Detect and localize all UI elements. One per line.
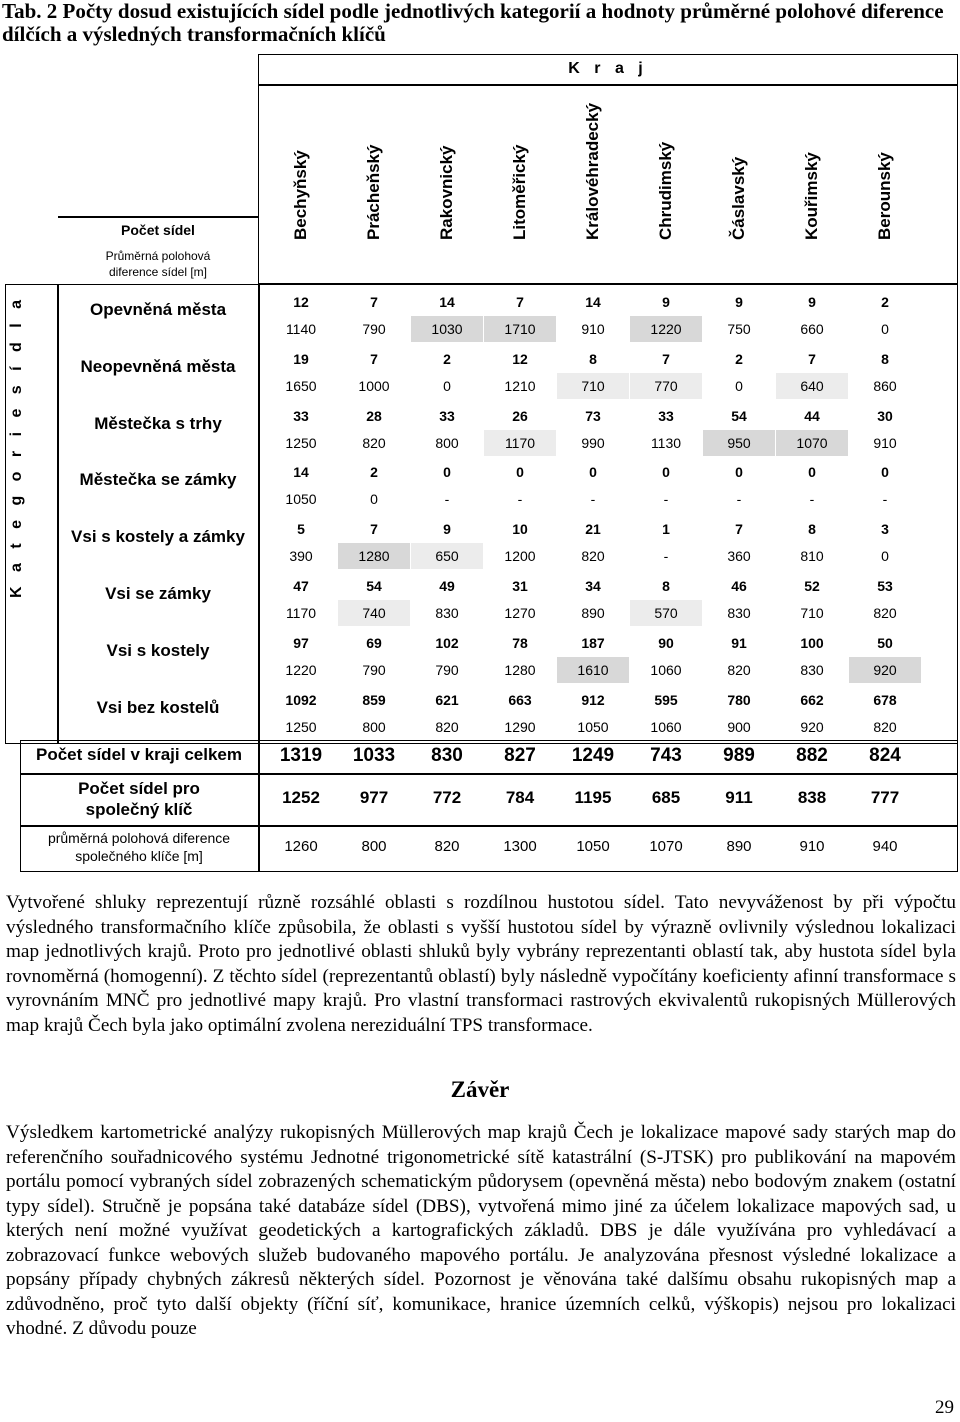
column-header: Chrudimský: [656, 141, 675, 240]
key-count-cell: 838: [797, 788, 827, 807]
diff-cell: 570: [630, 600, 702, 626]
diff-cell: -: [590, 491, 596, 508]
diff-cell: 790: [362, 321, 386, 337]
diff-cell: -: [663, 491, 669, 508]
diff-cell: 1050: [285, 491, 317, 508]
count-cell: 26: [512, 407, 528, 424]
count-cell: 1092: [285, 691, 317, 708]
diff-cell: 1250: [285, 718, 317, 735]
count-cell: 30: [877, 407, 893, 424]
count-cell: 0: [662, 464, 670, 481]
count-cell: 7: [370, 294, 378, 310]
key-diff-cell: 1050: [576, 838, 610, 855]
category-label: Vsi se zámky: [105, 584, 211, 603]
diff-cell: -: [663, 548, 669, 565]
diff-cell: 800: [362, 718, 386, 735]
diff-cell: 1280: [504, 661, 536, 678]
count-cell: 49: [439, 578, 455, 594]
diff-cell: 1270: [504, 605, 536, 621]
key-diff-cell: 800: [361, 838, 387, 855]
diff-cell: 890: [581, 605, 605, 621]
total-cell: 743: [650, 745, 682, 766]
kategorie-label: K a t e g o r i e s í d l a: [8, 294, 25, 598]
key-diff-cell: 1300: [503, 838, 537, 855]
diff-cell: 710: [557, 373, 629, 399]
table-caption: Tab. 2 Počty dosud existujících sídel podle jednotlivých kategorií a hodnoty průměrné polohové diference dílčích a výsledných transformačních klíčů: [2, 0, 944, 46]
count-cell: 5: [297, 521, 305, 538]
count-cell: 2: [735, 350, 743, 367]
count-cell: 91: [731, 634, 747, 651]
count-cell: 2: [881, 294, 889, 310]
key-count-cell: 784: [505, 788, 535, 807]
count-cell: 912: [581, 691, 605, 708]
total-cell: 989: [723, 745, 755, 766]
key-count-cell: 685: [651, 788, 681, 807]
diff-cell: 830: [435, 605, 459, 621]
count-cell: 50: [877, 634, 893, 651]
count-cell: 14: [293, 464, 309, 481]
diff-cell: 1200: [504, 548, 536, 565]
diff-cell: 1050: [577, 718, 609, 735]
count-cell: 2: [370, 464, 378, 481]
key-count-cell: 1252: [282, 788, 320, 807]
category-label: Městečka se zámky: [79, 470, 237, 490]
column-header: Bechyňský: [291, 150, 310, 240]
diff-cell: 660: [800, 321, 824, 337]
diff-cell: 1170: [484, 430, 556, 456]
key-count-cell: 977: [359, 788, 389, 807]
count-cell: 0: [735, 464, 743, 481]
count-cell: 54: [731, 407, 747, 424]
column-header: Čáslavský: [729, 156, 748, 240]
diff-cell: 750: [727, 321, 751, 337]
diff-cell: 1610: [557, 657, 629, 683]
count-cell: 12: [293, 294, 309, 310]
column-header: Rakovnický: [437, 145, 456, 240]
count-cell: 7: [370, 350, 378, 367]
diff-cell: 920: [849, 657, 921, 683]
diff-cell: 830: [800, 661, 824, 678]
diff-cell: 650: [411, 543, 483, 569]
diff-cell: 1140: [285, 321, 317, 337]
count-cell: 14: [439, 294, 455, 310]
count-cell: 52: [804, 578, 820, 594]
count-cell: 54: [366, 578, 382, 594]
kraj-header-frame: [258, 54, 958, 284]
diff-cell: 0: [370, 491, 378, 508]
diff-cell: 1220: [630, 316, 702, 342]
category-label: Vsi s kostely: [106, 640, 210, 660]
count-cell: 0: [589, 464, 597, 481]
count-cell: 53: [877, 578, 893, 594]
count-cell: 73: [585, 407, 601, 424]
count-cell: 0: [881, 464, 889, 481]
diff-cell: 710: [800, 605, 824, 621]
diff-cell: 640: [776, 373, 848, 399]
count-cell: 100: [800, 634, 824, 651]
total-cell: 827: [504, 745, 536, 766]
count-cell: 595: [654, 691, 678, 708]
count-cell: 33: [658, 407, 674, 424]
key-count-cell: 777: [870, 788, 900, 807]
diff-cell: 1210: [504, 377, 536, 394]
diff-cell: 1130: [650, 434, 682, 451]
column-header: Královéhradecký: [583, 102, 602, 240]
key-label: Počet sídel pro společný klíč: [78, 779, 200, 819]
diff-cell: 1000: [358, 377, 390, 394]
count-cell: 10: [512, 521, 528, 538]
diff-cell: -: [444, 491, 450, 508]
count-cell: 9: [808, 294, 816, 310]
column-header: Prácheňský: [364, 144, 383, 240]
diff-cell: 820: [581, 548, 605, 565]
key-count-cell: 772: [432, 788, 462, 807]
diff-cell: 920: [800, 718, 824, 735]
diff-cell: 900: [727, 718, 751, 735]
diff-cell: 820: [873, 605, 897, 621]
count-cell: 102: [435, 634, 459, 651]
column-header: Kouřimský: [802, 152, 821, 240]
diff-cell: 820: [362, 434, 386, 451]
count-cell: 21: [585, 521, 601, 538]
diff-cell: -: [882, 491, 888, 508]
key-count-cell: 1195: [574, 788, 612, 807]
diff-cell: -: [736, 491, 742, 508]
total-cell: 1319: [279, 745, 323, 766]
diff-cell: 820: [435, 718, 459, 735]
diff-cell: -: [809, 491, 815, 508]
diff-cell: 0: [881, 548, 889, 565]
key-diff-cell: 890: [726, 838, 752, 855]
total-cell: 1033: [352, 745, 396, 766]
count-cell: 0: [808, 464, 816, 481]
key-diff-cell: 910: [799, 838, 825, 855]
count-cell: 46: [731, 578, 747, 594]
count-cell: 9: [735, 294, 743, 310]
count-cell: 7: [662, 350, 670, 367]
count-cell: 859: [362, 691, 386, 708]
diff-cell: 830: [727, 605, 751, 621]
diff-cell: 860: [873, 377, 897, 394]
diff-cell: 990: [581, 434, 605, 451]
section-heading: Závěr: [450, 1077, 510, 1102]
diff-cell: 360: [727, 548, 751, 565]
count-cell: 69: [366, 634, 382, 651]
count-cell: 3: [881, 521, 889, 538]
total-cell: 882: [796, 745, 828, 766]
key-diff-cell: 1070: [649, 838, 683, 855]
paragraph-conclusion: Výsledkem kartometrické analýzy rukopisných Müllerových map krajů Čech je lokalizace mapové sady starých map do referenčního souřadnicového systému Jednotné trigonometrické sítě katastrální (S-JTSK) pro publikování na mapovém portálu pomocí vybraných sídel zobrazených schematickým půdorysem (opevněná města) nebo bodovým znakem (ostatní typy sídel). Stručně je popsána také databáze sídel (DBS), vytvořená mimo jiné za účelem lokalizace mapových sad, u kterých není možné využívat geodetických a kartografických základů. DBS je dále využívána pro vyhledávací a zobrazovací funkce webových služeb budovaného mapového portálu. Je analyzována přesnost výsledné lokalizace a popsány případy chybných zákresů některých sídel. Pozornost je věnována také dalšímu obsahu rukopisných map a zdůvodněno, proč tyto další objekty (říční síť, komunikace, hranice územních celků, výškopis) nejsou pro lokalizaci vhodné. Z důvodu pouze: [6, 1122, 956, 1339]
diff-cell: 740: [338, 600, 410, 626]
diff-cell: 1170: [285, 605, 317, 621]
count-cell: 9: [662, 294, 670, 310]
key-diff-cell: 820: [434, 838, 460, 855]
diff-cell: 1280: [338, 543, 410, 569]
count-cell: 0: [443, 464, 451, 481]
category-label: Neopevněná města: [80, 356, 236, 376]
legend-count: Počet sídel: [121, 222, 195, 238]
diff-cell: 800: [435, 434, 459, 451]
count-cell: 31: [512, 578, 528, 594]
count-cell: 14: [585, 294, 601, 310]
diff-cell: 1290: [504, 718, 536, 735]
column-header: Berounský: [875, 152, 894, 240]
count-cell: 8: [808, 521, 816, 538]
count-cell: 97: [293, 634, 309, 651]
count-cell: 7: [808, 350, 816, 367]
diff-cell: 790: [362, 661, 386, 678]
diff-cell: 820: [873, 718, 897, 735]
count-cell: 33: [293, 407, 309, 424]
total-label: Počet sídel v kraji celkem: [35, 745, 242, 764]
count-cell: 90: [658, 634, 674, 651]
diff-cell: 1220: [285, 661, 317, 678]
count-cell: 9: [443, 521, 451, 538]
diff-cell: 950: [703, 430, 775, 456]
column-header: Litoměřický: [510, 144, 529, 240]
total-cell: 824: [869, 745, 901, 766]
count-cell: 33: [439, 407, 455, 424]
count-cell: 7: [735, 521, 743, 538]
category-label: Vsi s kostely a zámky: [71, 527, 245, 547]
key-count-cell: 911: [725, 788, 753, 807]
count-cell: 621: [435, 691, 459, 708]
legend-diff: Průměrná polohová diference sídel [m]: [105, 249, 211, 279]
diff-cell: 1060: [650, 661, 682, 678]
keydiff-label: průměrná polohová diference společného klíče [m]: [47, 830, 231, 864]
total-cell: 830: [431, 745, 463, 766]
total-cell: 1249: [571, 745, 615, 766]
count-cell: 678: [873, 691, 897, 708]
diff-cell: 0: [881, 321, 889, 337]
count-cell: 662: [800, 691, 824, 708]
diff-cell: 1250: [285, 434, 317, 451]
count-cell: 1: [662, 521, 670, 538]
diff-cell: 1070: [776, 430, 848, 456]
diff-cell: 910: [873, 434, 897, 451]
diff-cell: 0: [735, 377, 743, 394]
diff-cell: 1650: [285, 377, 317, 394]
diff-cell: -: [517, 491, 523, 508]
diff-cell: 0: [443, 377, 451, 394]
count-cell: 2: [443, 350, 451, 367]
paragraph-clusters: Vytvořené shluky reprezentují různě rozsáhlé oblasti s rozdílnou hustotou sídel. Tato nevyváženost by při výpočtu výsledného transformačního klíče způsobila, že oblasti s vyšší hustotou sídel by výrazně ovlivnily výslednou lokalizaci map jednotlivých krajů. Proto pro jednotlivé oblasti shluků byly vybrány reprezentanti oblastí tak, aby hustota sídel byla rovnoměrná (homogenní). Z těchto sídel (reprezentantů oblastí) byly následně vypočítány koeficienty afinní transformace s vyrovnáním MNČ pro jednotlivé mapy krajů. Pro vlastní transformaci rastrových ekvivalentů rukopisných Müllerových map krajů Čech byla jako optimální zvolena nereziduální TPS transformace.: [6, 892, 956, 1036]
diff-cell: 770: [630, 373, 702, 399]
count-cell: 44: [804, 407, 820, 424]
category-label: Opevněná města: [89, 300, 227, 319]
diff-cell: 820: [727, 661, 751, 678]
count-cell: 8: [589, 350, 597, 367]
count-cell: 7: [370, 521, 378, 538]
count-cell: 78: [512, 634, 528, 651]
count-cell: 34: [585, 578, 601, 594]
count-cell: 47: [293, 578, 309, 594]
category-label: Vsi bez kostelů: [96, 697, 220, 717]
count-cell: 663: [508, 691, 532, 708]
key-diff-cell: 1260: [284, 838, 318, 855]
diff-cell: 790: [435, 661, 459, 678]
count-cell: 0: [516, 464, 524, 481]
diff-cell: 390: [289, 548, 313, 565]
kraj-label: K r a j: [568, 60, 648, 77]
diff-cell: 910: [581, 321, 605, 337]
diff-cell: 1030: [411, 316, 483, 342]
count-cell: 12: [512, 350, 528, 367]
diff-cell: 1710: [484, 316, 556, 342]
page-number: 29: [935, 1397, 954, 1418]
count-cell: 8: [662, 578, 670, 594]
count-cell: 780: [727, 691, 751, 708]
diff-cell: 810: [800, 548, 824, 565]
count-cell: 19: [293, 350, 309, 367]
count-cell: 187: [581, 634, 605, 651]
count-cell: 7: [516, 294, 524, 310]
count-cell: 8: [881, 350, 889, 367]
diff-cell: 1060: [650, 718, 682, 735]
key-diff-cell: 940: [872, 838, 898, 855]
category-label: Městečka s trhy: [94, 413, 222, 433]
count-cell: 28: [366, 407, 382, 424]
